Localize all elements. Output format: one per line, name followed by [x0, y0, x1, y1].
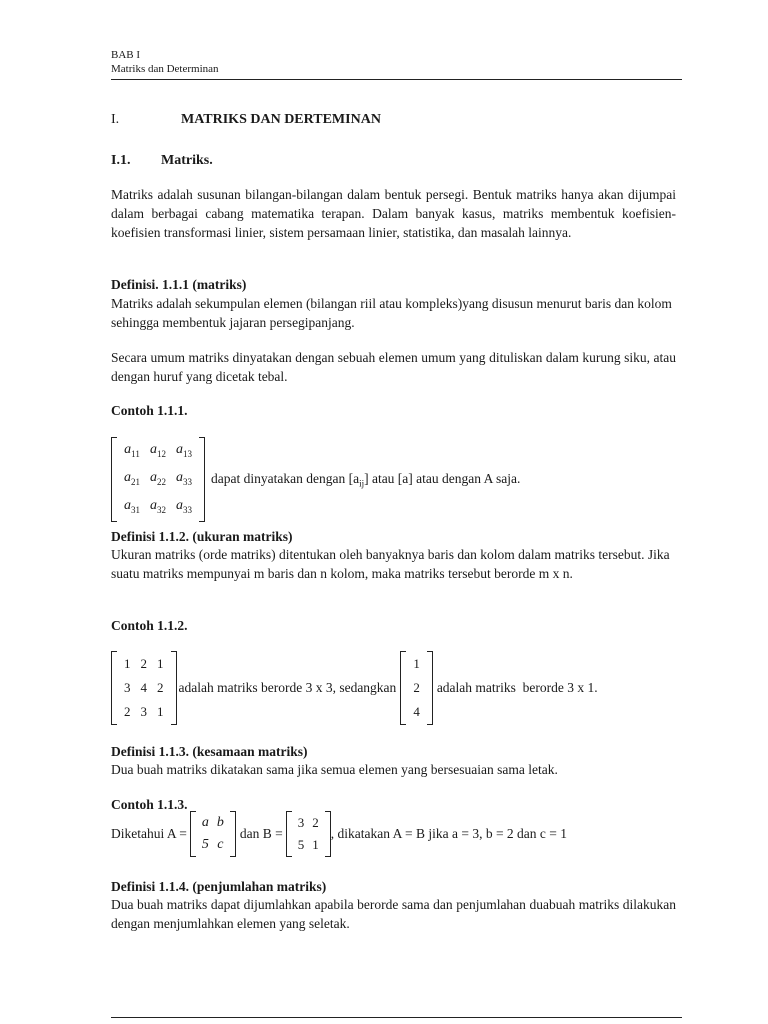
section-title: Matriks. — [161, 153, 213, 168]
definition-1-title: Definisi. 1.1.1 (matriks) — [111, 277, 247, 292]
matrix-b — [286, 811, 331, 857]
matrix-element: 4 — [140, 680, 147, 695]
matrix-element: 2 — [312, 815, 319, 830]
intro-paragraph: Matriks adalah susunan bilangan-bilangan dalam bentuk persegi. Bentuk matriks hanya akan dijumpai dalam berbagai cabang matematika terapan. Dalam banyak kasus, matriks membentuk koefisien-koefisien transformasi linier, sistem persamaan linier, statistika, dan masalah lainnya. — [111, 187, 676, 240]
matrix-b-grid — [292, 811, 325, 857]
matrix-element: 1 — [312, 837, 319, 852]
chapter-number: I. — [111, 112, 120, 127]
section-heading — [111, 153, 213, 169]
definition-1-text: Matriks adalah sekumpulan elemen (bilangan riil atau kompleks)yang disusun menurut baris dan kolom sehingga membentuk jajaran persegipanjang. — [111, 296, 672, 330]
matrix-3x3-grid — [117, 651, 171, 725]
matrix-element: 1 — [157, 656, 164, 671]
example-3-mid-text: dan B = — [239, 826, 283, 841]
matrix-a — [190, 811, 236, 857]
general-paragraph: Secara umum matriks dinyatakan dengan sebuah elemen umum yang dituliskan dalam kurung siku, atau dengan huruf yang dicetak tebal. — [111, 350, 676, 384]
matrix-element: $a_{21}$ — [124, 469, 140, 487]
example-2-mid-text: adalah matriks berorde 3 x 3, sedangkan — [178, 680, 397, 695]
matrix-element: $a_{22}$ — [150, 469, 166, 487]
definition-2-text: Ukuran matriks (orde matriks) ditentukan oleh banyaknya baris dan kolom dalam matriks tersebut. Jika suatu matriks mempunyai m baris dan n kolom, maka matriks tersebut berorde m x n. — [111, 547, 670, 581]
header-rule — [111, 79, 682, 80]
example-1-row — [111, 437, 520, 522]
definition-4-title: Definisi 1.1.4. (penjumlahan matriks) — [111, 879, 327, 894]
matrix-element: 3 — [124, 680, 131, 695]
matrix-3x1-grid — [406, 651, 427, 725]
chapter-heading — [111, 112, 381, 128]
matrix-element: $a_{33}$ — [176, 469, 192, 487]
example-3-post-text: , dikatakan A = B jika a = 3, b = 2 dan c = 1 — [330, 826, 568, 841]
matrix-element: 3 — [297, 815, 305, 830]
matrix-3x1 — [400, 651, 433, 725]
general-matrix — [111, 437, 205, 522]
section-number: I.1. — [111, 153, 131, 168]
matrix-element: 4 — [413, 704, 420, 719]
definition-4-text: Dua buah matriks dapat dijumlahkan apabila berorde sama dan penjumlahan duabuah matriks dilakukan dengan menjumlahkan elemen yang seletak. — [111, 897, 676, 931]
general-matrix-grid — [117, 437, 199, 522]
example-1-text: dapat dinyatakan dengan $[a_{ij}]$ atau [a] atau dengan A saja. — [211, 470, 521, 489]
matrix-element: 1 — [413, 656, 420, 671]
matrix-element: $a_{11}$ — [124, 442, 140, 459]
example-2-end-text: adalah matriks berorde 3 x 1. — [436, 680, 598, 695]
matrix-element: b — [216, 815, 224, 830]
matrix-element: $a_{33}$ — [176, 497, 192, 515]
footer-rule — [111, 1017, 682, 1018]
example-2-row — [111, 651, 598, 725]
matrix-element: 2 — [413, 680, 420, 695]
matrix-element: 2 — [124, 704, 131, 719]
definition-3-text: Dua buah matriks dikatakan sama jika semua elemen yang bersesuaian sama letak. — [111, 762, 558, 777]
matrix-element: $a_{12}$ — [150, 442, 166, 459]
matrix-element: 3 — [140, 704, 147, 719]
definition-3-title: Definisi 1.1.3. (kesamaan matriks) — [111, 744, 308, 759]
matrix-element: 5 — [201, 837, 209, 852]
matrix-element: $a_{32}$ — [150, 497, 166, 515]
matrix-element: 2 — [157, 680, 164, 695]
header-subtitle: Matriks dan Determinan — [111, 63, 219, 75]
matrix-a-grid — [196, 811, 230, 857]
matrix-element: 1 — [157, 704, 164, 719]
example-1-title: Contoh 1.1.1. — [111, 403, 188, 418]
definition-2-title: Definisi 1.1.2. (ukuran matriks) — [111, 529, 293, 544]
matrix-3x3 — [111, 651, 177, 725]
matrix-element: $a_{31}$ — [124, 497, 140, 515]
header-chapter: BAB I — [111, 49, 141, 61]
matrix-element: 2 — [140, 656, 147, 671]
chapter-title: MATRIKS DAN DERTEMINAN — [181, 112, 381, 127]
running-header — [111, 48, 219, 76]
example-3-title: Contoh 1.1.3. — [111, 797, 188, 812]
example-3-pre-text: Diketahui A = — [111, 826, 187, 841]
matrix-element: c — [217, 837, 224, 852]
example-3-row — [111, 811, 567, 857]
example-2-title: Contoh 1.1.2. — [111, 618, 188, 633]
matrix-element: 5 — [297, 837, 305, 852]
matrix-element: a — [201, 815, 209, 830]
matrix-element: $a_{13}$ — [176, 442, 192, 459]
matrix-element: 1 — [124, 656, 131, 671]
